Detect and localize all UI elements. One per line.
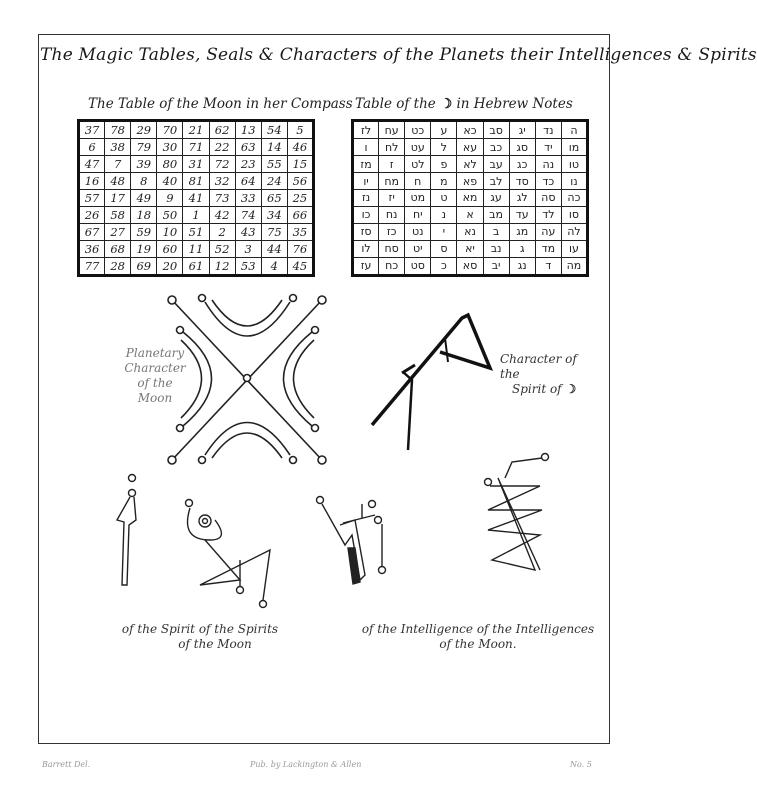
table-cell: 59 — [131, 223, 157, 240]
table-cell: יא — [457, 240, 483, 257]
table-cell: 22 — [209, 139, 235, 156]
table-cell: סז — [353, 223, 379, 240]
table-cell: כט — [405, 121, 431, 139]
table-cell: 2 — [209, 223, 235, 240]
table-cell: 14 — [261, 139, 287, 156]
table-cell: כא — [457, 121, 483, 139]
spirit-of-spirits-caption — [100, 622, 300, 652]
table-cell: יז — [379, 190, 405, 207]
table-cell: עו — [561, 240, 587, 257]
table-cell: מח — [379, 173, 405, 190]
table-cell: 8 — [131, 173, 157, 190]
table-cell: לב — [483, 173, 509, 190]
table-cell: 15 — [287, 156, 313, 173]
table-cell: 32 — [209, 173, 235, 190]
table-cell: 4 — [261, 257, 287, 275]
table-cell: עט — [405, 139, 431, 156]
table-cell: 13 — [235, 121, 261, 139]
table-cell: נא — [457, 223, 483, 240]
table-cell: י — [431, 223, 457, 240]
table-cell: 51 — [183, 223, 209, 240]
table-cell: מג — [509, 223, 535, 240]
table-cell: 74 — [235, 206, 261, 223]
table-cell: כז — [379, 223, 405, 240]
table-cell: עג — [483, 190, 509, 207]
table-cell: 12 — [209, 257, 235, 275]
table-cell: סט — [405, 257, 431, 275]
table-cell: 60 — [157, 240, 183, 257]
footer-right: No. 5 — [570, 760, 592, 769]
table-cell: 16 — [79, 173, 105, 190]
table-cell: 29 — [131, 121, 157, 139]
spirit-of-spirits-seal-2 — [186, 500, 271, 608]
table-cell: מ — [431, 173, 457, 190]
caption-line: of the Intelligence of the Intelligences — [361, 622, 595, 636]
page-title: The Magic Tables, Seals & Characters of the Planets their Intelligences & Spirits — [40, 45, 757, 65]
table-cell: 52 — [209, 240, 235, 257]
intelligence-seal-1 — [317, 497, 386, 585]
table-cell: פא — [457, 173, 483, 190]
table-cell: 21 — [183, 121, 209, 139]
table-cell: 33 — [235, 190, 261, 207]
table-cell: 45 — [287, 257, 313, 275]
table-cell: לח — [379, 139, 405, 156]
table-cell: 23 — [235, 156, 261, 173]
table-cell: יד — [535, 139, 561, 156]
table-cell: סו — [561, 206, 587, 223]
table-cell: יב — [483, 257, 509, 275]
table-cell: 70 — [157, 121, 183, 139]
planetary-character-caption — [120, 346, 190, 406]
table-cell: לג — [509, 190, 535, 207]
table-cell: נב — [483, 240, 509, 257]
table-cell: סח — [379, 240, 405, 257]
caption-line: Character — [124, 361, 186, 375]
table-cell: יו — [353, 173, 379, 190]
table-cell: פ — [431, 156, 457, 173]
table-cell: 31 — [183, 156, 209, 173]
table-cell: 54 — [261, 121, 287, 139]
crescent-moon-icon-bottom — [308, 626, 325, 660]
table-cell: 53 — [235, 257, 261, 275]
table-cell: ד — [535, 257, 561, 275]
table-cell: מא — [457, 190, 483, 207]
table-cell: 58 — [105, 206, 131, 223]
table-cell: 25 — [287, 190, 313, 207]
table-cell: כח — [379, 257, 405, 275]
table-cell: 34 — [261, 206, 287, 223]
table-cell: ו — [353, 139, 379, 156]
intelligence-caption — [348, 622, 608, 652]
table-cell: נט — [405, 223, 431, 240]
table-cell: ב — [483, 223, 509, 240]
moon-symbol-icon: ☽ — [440, 96, 453, 112]
table-cell: לט — [405, 156, 431, 173]
table-cell: 35 — [287, 223, 313, 240]
table-cell: 9 — [157, 190, 183, 207]
crescent-moon-icon — [315, 166, 330, 196]
table-cell: לז — [353, 121, 379, 139]
table-cell: 55 — [261, 156, 287, 173]
table-cell: נז — [353, 190, 379, 207]
table-cell: 61 — [183, 257, 209, 275]
table-cell: 38 — [105, 139, 131, 156]
table-cell: יג — [509, 121, 535, 139]
hebrew-heading-prefix: Table of the — [355, 96, 436, 112]
table-cell: 18 — [131, 206, 157, 223]
table-cell: 6 — [79, 139, 105, 156]
table-cell: ח — [405, 173, 431, 190]
table-cell: 36 — [79, 240, 105, 257]
table-cell: א — [457, 206, 483, 223]
caption-line: of the Moon. — [439, 637, 517, 651]
table-cell: ט — [431, 190, 457, 207]
table-cell: 48 — [105, 173, 131, 190]
table-cell: לא — [457, 156, 483, 173]
table-cell: 39 — [131, 156, 157, 173]
table-cell: סא — [457, 257, 483, 275]
table-cell: 30 — [157, 139, 183, 156]
table-cell: נח — [379, 206, 405, 223]
table-cell: 71 — [183, 139, 209, 156]
table-cell: כ — [431, 257, 457, 275]
table-cell: 69 — [131, 257, 157, 275]
table-cell: 73 — [209, 190, 235, 207]
table-cell: כו — [353, 206, 379, 223]
caption-line: Planetary — [125, 346, 185, 360]
moon-table-heading-text: The Table of the Moon in her Compass — [88, 96, 353, 112]
table-cell: 46 — [287, 139, 313, 156]
table-cell: ל — [431, 139, 457, 156]
table-cell: 17 — [105, 190, 131, 207]
table-cell: נ — [431, 206, 457, 223]
table-cell: עה — [535, 223, 561, 240]
caption-line: of the Moon — [137, 376, 173, 405]
table-cell: מד — [535, 240, 561, 257]
table-cell: עא — [457, 139, 483, 156]
table-cell: 77 — [79, 257, 105, 275]
table-cell: 5 — [287, 121, 313, 139]
table-cell: 62 — [209, 121, 235, 139]
table-cell: 44 — [261, 240, 287, 257]
table-cell: 76 — [287, 240, 313, 257]
table-cell: 47 — [79, 156, 105, 173]
table-cell: טו — [561, 156, 587, 173]
caption-line: Character of the — [500, 352, 577, 381]
table-cell: 7 — [105, 156, 131, 173]
table-cell: סה — [535, 190, 561, 207]
table-cell: 42 — [209, 206, 235, 223]
table-cell: 68 — [105, 240, 131, 257]
intelligence-seal-2 — [485, 454, 549, 571]
table-cell: כג — [509, 156, 535, 173]
planetary-character-seal — [168, 295, 326, 465]
table-cell: סד — [509, 173, 535, 190]
table-cell: 50 — [157, 206, 183, 223]
hebrew-heading-suffix: in Hebrew Notes — [456, 96, 573, 112]
spirit-of-spirits-seal-1 — [117, 475, 136, 586]
table-cell: לו — [353, 240, 379, 257]
moon-symbol-icon: ☽ — [565, 382, 577, 396]
table-cell: 1 — [183, 206, 209, 223]
table-cell: 28 — [105, 257, 131, 275]
table-cell: 11 — [183, 240, 209, 257]
table-cell: 57 — [79, 190, 105, 207]
caption-line: Spirit of — [512, 382, 562, 396]
table-cell: 27 — [105, 223, 131, 240]
footer-left: Barrett Del. — [42, 760, 91, 769]
table-cell: 49 — [131, 190, 157, 207]
table-cell: נה — [535, 156, 561, 173]
table-cell: 72 — [209, 156, 235, 173]
table-cell: 3 — [235, 240, 261, 257]
table-cell: 41 — [183, 190, 209, 207]
table-cell: סג — [509, 139, 535, 156]
table-cell: 56 — [287, 173, 313, 190]
table-cell: לה — [561, 223, 587, 240]
table-cell: 66 — [287, 206, 313, 223]
table-cell: מה — [561, 257, 587, 275]
table-cell: 10 — [157, 223, 183, 240]
table-cell: נד — [535, 121, 561, 139]
table-cell: 75 — [261, 223, 287, 240]
table-cell: ע — [431, 121, 457, 139]
table-cell: כב — [483, 139, 509, 156]
table-cell: 20 — [157, 257, 183, 275]
table-cell: נג — [509, 257, 535, 275]
table-cell: 24 — [261, 173, 287, 190]
table-cell: ס — [431, 240, 457, 257]
table-cell: עד — [509, 206, 535, 223]
table-cell: מז — [353, 156, 379, 173]
table-cell: נו — [561, 173, 587, 190]
footer-center: Pub. by Lackington & Allen — [250, 760, 362, 769]
table-cell: כה — [561, 190, 587, 207]
spirit-character-caption — [500, 352, 600, 397]
table-cell: 37 — [79, 121, 105, 139]
table-cell: לד — [535, 206, 561, 223]
table-cell: 43 — [235, 223, 261, 240]
table-cell: עב — [483, 156, 509, 173]
table-cell: 19 — [131, 240, 157, 257]
table-cell: מו — [561, 139, 587, 156]
table-cell: עז — [353, 257, 379, 275]
table-cell: 63 — [235, 139, 261, 156]
table-cell: 64 — [235, 173, 261, 190]
table-cell: 40 — [157, 173, 183, 190]
table-cell: סב — [483, 121, 509, 139]
table-cell: עח — [379, 121, 405, 139]
table-cell: 78 — [105, 121, 131, 139]
table-cell: ז — [379, 156, 405, 173]
caption-line: of the Moon — [178, 637, 252, 651]
table-cell: ג — [509, 240, 535, 257]
table-cell: יט — [405, 240, 431, 257]
table-cell: 79 — [131, 139, 157, 156]
caption-line: of the Spirit of the Spirits — [121, 622, 279, 636]
table-cell: 67 — [79, 223, 105, 240]
table-cell: יח — [405, 206, 431, 223]
table-cell: מב — [483, 206, 509, 223]
table-cell: 80 — [157, 156, 183, 173]
table-cell: 26 — [79, 206, 105, 223]
table-cell: 81 — [183, 173, 209, 190]
table-cell: כד — [535, 173, 561, 190]
spirit-character-seal — [372, 315, 490, 450]
table-cell: ה — [561, 121, 587, 139]
table-cell: 65 — [261, 190, 287, 207]
table-cell: מט — [405, 190, 431, 207]
